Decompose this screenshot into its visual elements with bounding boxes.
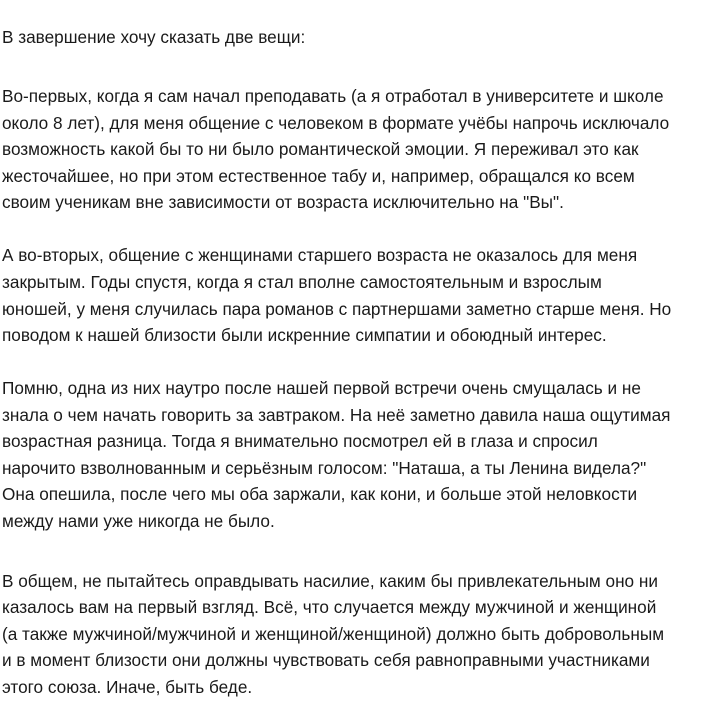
paragraph-3-line-4: нарочито взволнованным и серьёзным голосом: "Наташа, а ты Ленина видела?" [2, 458, 647, 478]
paragraph-3-line-5: Она опешила, после чего мы оба заржали, как кони, и больше этой неловкости [2, 484, 638, 504]
paragraph-3-line-1: Помню, одна из них наутро после нашей первой встречи очень смущалась и не [2, 378, 641, 398]
paragraph-1-line-4: жесточайшее, но при этом естественное табу и, например, обращался ко всем [2, 166, 635, 186]
paragraph-2-line-4: поводом к нашей близости были искренние симпатии и обоюдный интерес. [2, 325, 607, 345]
paragraph-1-line-5: своим ученикам вне зависимости от возраста исключительно на "Вы". [2, 192, 564, 212]
paragraph-4-line-4: и в момент близости они должны чувствовать себя равноправными участниками [2, 650, 650, 670]
paragraph-2-line-1: А во-вторых, общение с женщинами старшего возраста не оказалось для меня [2, 245, 638, 265]
paragraph-4-line-3: (а также мужчиной/мужчиной и женщиной/женщиной) должно быть добровольным [2, 624, 665, 644]
paragraph-3-line-2: знала о чем начать говорить за завтраком. На неё заметно давила наша ощутимая [2, 405, 671, 425]
intro-line: В завершение хочу сказать две вещи: [2, 27, 306, 47]
paragraph-4-line-1: В общем, не пытайтесь оправдывать насилие, каким бы привлекательным оно ни [2, 571, 658, 591]
paragraph-1-line-2: около 8 лет), для меня общение с человеком в формате учёбы напрочь исключало [2, 113, 670, 133]
paragraph-2-line-3: юношей, у меня случилась пара романов с партнершами заметно старше меня. Но [2, 299, 672, 319]
paragraph-1-line-1: Во-первых, когда я сам начал преподавать (а я отработал в университете и школе [2, 86, 664, 106]
paragraph-4-line-2: казалось вам на первый взгляд. Всё, что случается между мужчиной и женщиной [2, 597, 657, 617]
paragraph-4-line-5: этого союза. Иначе, быть беде. [2, 677, 253, 697]
paragraph-3-line-6: между нами уже никогда не было. [2, 511, 275, 531]
paragraph-2-line-2: закрытым. Годы спустя, когда я стал вполне самостоятельным и взрослым [2, 272, 602, 292]
paragraph-3-line-3: возрастная разница. Тогда я внимательно посмотрел ей в глаза и спросил [2, 431, 598, 451]
paragraph-1-line-3: возможность какой бы то ни было романтической эмоции. Я переживал это как [2, 139, 639, 159]
